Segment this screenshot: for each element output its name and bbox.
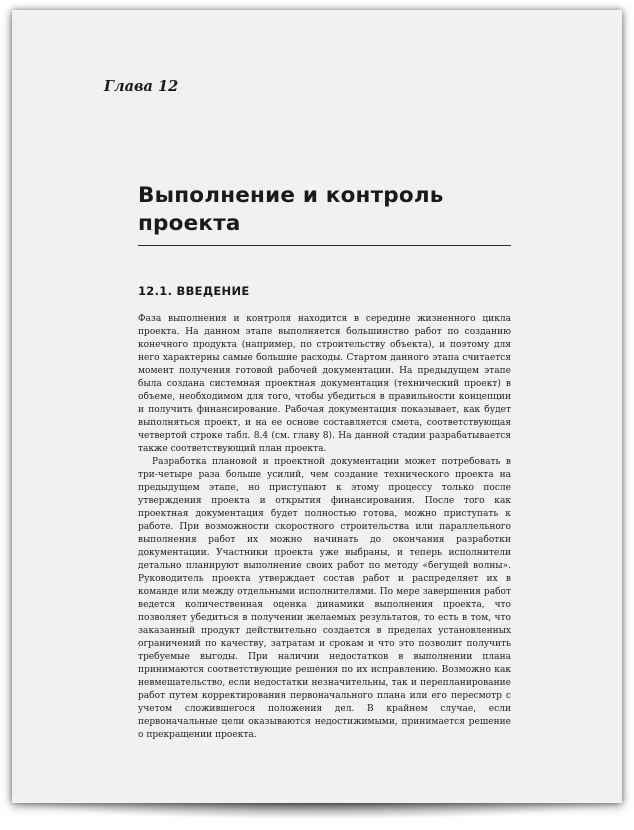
- section-heading: 12.1. ВВЕДЕНИЕ: [138, 284, 250, 298]
- chapter-title: Выполнение и контроль проекта: [138, 183, 444, 236]
- chapter-label: Глава 12: [104, 78, 179, 95]
- paragraph: Разработка плановой и проектной документации может потребовать в три-четыре раза больше усилий, чем создание технического проекта на предыдущем этапе, но приступают к этому процессу только после утверждения проекта и открытия финансирования. После того как проектная документация будет полностью готова, можно приступать к работе. При возможности скоростного строительства или параллельного выполнения работ их можно начинать до окончания разработки документации. Участники проекта уже выбраны, и теперь исполнители детально планируют выполнение своих работ по методу «бегущей волны». Руководитель проекта утверждает состав работ и распределяет их в команде или между отдельными исполнителями. По мере завершения работ ведется количественная оценка динамики выполнения проекта, что позволяет убедиться в получении желаемых результатов, то есть в том, что заказанный продукт действительно создается в пределах установленных ограничений по качеству, затратам и срокам и что это позволит получить требуемые выгоды. При наличии недостатков в выполнении плана принимаются соответствующие решения по их исправлению. Возможно как невмешательство, если недостатки незначительны, так и перепланирование работ путем корректирования первоначального плана или его пересмотр с учетом сложившегося положения дел. В крайнем случае, если первоначальные цели оказываются недостижимыми, принимается решение о прекращении проекта.: [138, 457, 511, 740]
- title-divider: [138, 245, 511, 246]
- paragraph: Фаза выполнения и контроля находится в середине жизненного цикла проекта. На данном этапе выполняется большинство работ по созданию конечного продукта (например, по строительству объекта), и поэтому для него характерны самые большие расходы. Стартом данного этапа считается момент получения готовой рабочей документации. На предыдущем этапе была создана системная проектная документация (технический проект) в объеме, необходимом для того, чтобы убедиться в правильности концепции и получить финансирование. Рабочая документация показывает, как будет выполняться проект, и на ее основе составляется смета, соответствующая четвертой строке табл. 8.4 (см. главу 8). На данной стадии разрабатывается также соответствующий план проекта.: [138, 314, 511, 454]
- body-text: [138, 313, 511, 742]
